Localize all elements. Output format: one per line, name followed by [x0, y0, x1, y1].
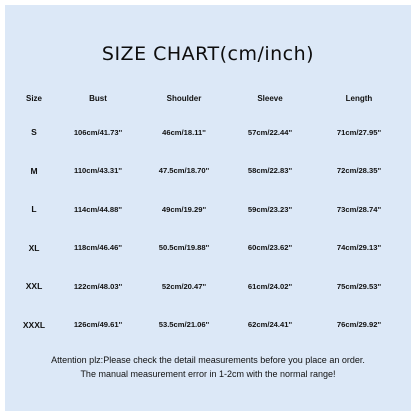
- table-row: [13, 306, 405, 345]
- table-row: [13, 267, 405, 306]
- bust-cell: 126cm/49.61'': [73, 320, 123, 330]
- header-bust: Bust: [89, 93, 107, 103]
- attention-line-1: Attention plz:Please check the detail measurements before you place an order.: [51, 355, 365, 365]
- length-cell: 73cm/28.74'': [336, 204, 382, 214]
- size-cell: XXL: [25, 281, 43, 292]
- sleeve-cell: 59cm/23.23'': [247, 204, 293, 214]
- size-cell: S: [31, 127, 37, 138]
- attention-line-2: The manual measurement error in 1-2cm with the normal range!: [80, 369, 336, 379]
- header-length: Length: [345, 93, 373, 103]
- sleeve-cell: 62cm/24.41'': [247, 320, 293, 330]
- header-row: [13, 83, 405, 113]
- bust-cell: 114cm/44.88'': [74, 204, 122, 214]
- sleeve-cell: 58cm/22.83'': [247, 166, 293, 176]
- length-cell: 71cm/27.95'': [336, 127, 382, 137]
- shoulder-cell: 52cm/20.47'': [161, 281, 207, 291]
- shoulder-cell: 50.5cm/19.88'': [158, 243, 210, 253]
- length-cell: 76cm/29.92'': [336, 320, 382, 330]
- length-cell: 72cm/28.35'': [336, 166, 382, 176]
- attention-note: [5, 353, 411, 381]
- bust-cell: 122cm/48.03'': [73, 281, 123, 291]
- bust-cell: 118cm/46.46'': [74, 243, 122, 253]
- table-row: [13, 113, 405, 152]
- shoulder-cell: 49cm/19.29'': [161, 204, 207, 214]
- chart-title: SIZE CHART(cm/inch): [101, 43, 315, 65]
- size-cell: L: [31, 204, 37, 215]
- sleeve-cell: 61cm/24.02'': [247, 281, 293, 291]
- size-chart-card: [5, 5, 411, 411]
- size-cell: XXXL: [22, 319, 46, 330]
- bust-cell: 106cm/41.73'': [73, 127, 123, 137]
- shoulder-cell: 47.5cm/18.70'': [158, 166, 210, 176]
- table-row: [13, 190, 405, 229]
- size-cell: M: [30, 165, 38, 176]
- header-sleeve: Sleeve: [257, 93, 283, 103]
- length-cell: 74cm/29.13'': [336, 243, 382, 253]
- length-cell: 75cm/29.53'': [336, 281, 382, 291]
- size-table: [13, 83, 405, 344]
- bust-cell: 110cm/43.31'': [74, 166, 122, 176]
- sleeve-cell: 57cm/22.44'': [247, 127, 293, 137]
- table-row: [13, 229, 405, 268]
- sleeve-cell: 60cm/23.62'': [247, 243, 293, 253]
- header-shoulder: Shoulder: [166, 93, 202, 103]
- shoulder-cell: 46cm/18.11'': [162, 127, 206, 137]
- size-cell: XL: [28, 242, 40, 253]
- header-size: Size: [25, 93, 42, 103]
- shoulder-cell: 53.5cm/21.06'': [158, 320, 210, 330]
- table-row: [13, 152, 405, 191]
